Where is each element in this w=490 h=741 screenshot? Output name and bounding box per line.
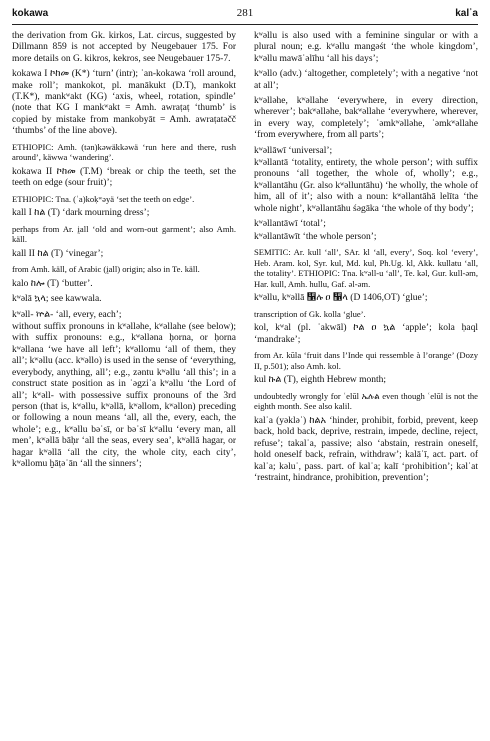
dictionary-entry: SEMITIC: Ar. kull ‘all’, SAr. kl ‘all, every’, Soq. kol ‘every’, Heb. Aram. kol, Syr. kul, Md. kul, Ph.Ug. kl, Akk. kullatu ‘all, the totality’. ETHIOPIC: Tna. kʷəll-u ‘all’, Te. kəl, Gur. kull-əm, Har. kull, Amh. hullu, Gaf. əl-əm. (254, 246, 478, 289)
dictionary-entry: kʷəlā ኳላ; see kawwala. (12, 294, 102, 305)
dictionary-entry: perhaps from Ar. ḭall ‘old and worn-out garment’; also Amh. käll. (12, 223, 236, 245)
dictionary-entry: ETHIOPIC: Amh. (tən)kəwäkkəwä ‘run here and there, rush around’, käwwa ‘wandering’. (12, 141, 236, 163)
right-column (254, 31, 478, 488)
header-first-entry: kokawa (12, 8, 49, 19)
dictionary-entry: kol, kʷal (pl. ʾakwāl) ኮል ዐ ኳል ‘apple’; kola ḥaql ‘mandrake’; (254, 323, 478, 345)
dictionary-entry: ETHIOPIC: Tna. (ʾa)koḳʷəyä ‘set the teeth on edge’. (12, 193, 195, 204)
dictionary-entry: kul ኩል (T), eighth Hebrew month; (254, 375, 387, 386)
dictionary-entry: kʷəllantāwī ‘total’; (254, 219, 326, 230)
dictionary-entry: kokawa II ኮከመ (T.M) ‘break or chip the teeth, set the teeth on edge (sour fruit)’; (12, 166, 236, 189)
dictionary-entry: from Amh. käll, of Arabic (ḭall) origin; also in Te. käll. (12, 264, 200, 275)
dictionary-entry: kʷəllu is also used with a feminine singular or with a plural noun; e.g. kʷəllu mangəśt ‘the whole kingdom’, kʷəllu mawāʿəlīhu ‘all his days’; (254, 31, 478, 64)
header-last-entry: kalʾa (455, 8, 478, 19)
dictionary-entry: kʷəlləhe, kʷəllahe ‘everywhere, in every direction, wherever’; bakʷəlləhe, bakʷəllahe ‘everywhere, wherever, in every way, completely’; ʿəmkʷəlləhe, ʿəmkʷəllahe ‘from everywhere, from all parts’; (254, 96, 478, 141)
page-number: 281 (236, 7, 254, 19)
dictionary-entry: the derivation from Gk. kirkos, Lat. circus, suggested by Dillmann 859 is not accepted by Neugebauer 175. For more details on G. kikros, kekros, see Neugebauer 175-7. (12, 31, 236, 64)
dictionary-entry: kall I ከል (T) ‘dark mourning dress’; (12, 208, 150, 219)
dictionary-entry: kall II ከል (T) ‘vinegar’; (12, 248, 104, 259)
dictionary-entry: undoubtedly wrongly for ʿelūl ኤሉል even though ʿelūl is not the eighth month. See also kalil. (254, 390, 478, 412)
dictionary-entry: kʷəllo (adv.) ‘altogether, completely’; with a negative ‘not at all’; (254, 69, 478, 91)
dictionary-entry: transcription of Gk. kolla ‘glue’. (254, 308, 366, 319)
running-header (12, 8, 478, 25)
left-column (12, 31, 236, 474)
dictionary-entry: kokawa I ኮከመ (K*) ‘turn’ (intr); ʾan-kokawa ‘roll around, make roll’; mankokot, pl. manākukt (D.T), mankokt (T.K*), mankʷakt (KG) ‘axis, wheel, rotation, spindle’ (note that KG I mankʷakt = Amh. awraṭaṭ ‘thumb’ is copied by mistake from mankobyāt = Amh. awraṭatəčč ‘thumbs’ of the line above). (12, 69, 236, 137)
dictionary-entry: kalʾa (yəkləʾ) ከልአ ‘hinder, prohibit, forbid, prevent, keep back, hold back, deprive, restrain, impede, decline, reject, refuse’; takalʾa, passive; also ‘abstain, restrain oneself, hold oneself back, refrain, withdraw’; kalāʾī, act. part. of kalʾa; kəluʾ, pass. part. of kalʾa; kalī ‘prohibition’; kəlʾat ‘restraint, hindrance, prohibition, prevention’; (254, 415, 478, 483)
dictionary-entry: kʷəllāwī ‘universal’; (254, 145, 333, 156)
dictionary-entry: kʷəllantā ‘totality, entirety, the whole person’; with suffix pronouns ‘all together, the whole of, wholly’; e.g., kʷəllantāhu (Gr. also kʷəlluntāhu) ‘he wholly, the whole of him, all of it’; also with a noun: kʷəllantāhā lelīta ‘the whole night’, kʷəllantāhu śəgāka ‘the whole of thy body’; (254, 158, 478, 214)
dictionary-entry: kalo ከሎ (T) ‘butter’. (12, 278, 93, 289)
dictionary-entry: kʷəllantāwīt ‘the whole person’; (254, 231, 377, 242)
dictionary-entry: from Ar. kūla ‘fruit dans l’Inde qui ressemble à l’orange’ (Dozy II, p.501); also Amh. kol. (254, 350, 478, 371)
dictionary-entry: kʷəll- ኵል- ‘all, every, each’; (12, 309, 122, 320)
dictionary-entry: kʷəllu, kʷəllā ኱ሉ ዐ ኱ላ (D 1406,OT) ‘glue’; (254, 293, 428, 304)
dictionary-entry: without suffix pronouns in kʷəlləhe, kʷəllahe (see below); with suffix pronouns: e.g., kʷəlləna ḥorna, or ḥorna kʷəlləna ‘we have all left’; kʷəllomu ‘all of them, they all’; kʷəllu (acc. kʷəllo) is used in the sense of ‘everything, everybody, anything, all’; e.g., zəntu kʷəllu ‘all this’; in a construct state position as in ʾəgziʾa kʷəllu ‘the Lord of all’; kʷəll- with possessive suffix pronouns of the 3rd person (that is, kʷəllu, kʷəllā, kʷəllom, kʷəllon) preceding or following a noun means ‘all, all the, every, each, the whole’; e.g., kʷəllu bəʾsī, or bəʾsī kʷəllu ‘every man, all men’, kʷəllā bāḥr ‘all the seas, every sea’, kʷəllā hagar, or hagar kʷəllā ‘all the city, the whole city, each city’, kʷəllomu ḫāṭəʾān ‘all the sinners’; (12, 322, 236, 469)
